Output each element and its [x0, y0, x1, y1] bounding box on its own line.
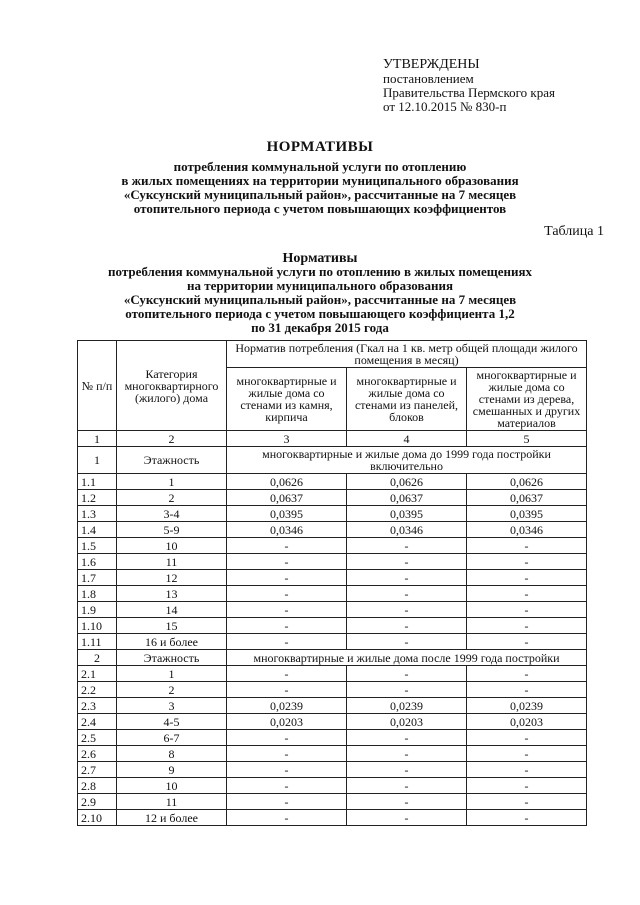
- value-wood: -: [467, 602, 587, 618]
- approval-line-1: УТВЕРЖДЕНЫ: [383, 57, 480, 72]
- value-stone: -: [227, 794, 347, 810]
- row-floors: 12 и более: [117, 810, 227, 826]
- value-panel: -: [347, 794, 467, 810]
- column-index: 2: [117, 431, 227, 447]
- value-wood: 0,0637: [467, 490, 587, 506]
- header-wood: многоквартирные и жилые дома со стенами из дерева, смешанных и других материалов: [467, 368, 587, 431]
- value-panel: -: [347, 778, 467, 794]
- value-panel: -: [347, 682, 467, 698]
- value-stone: -: [227, 570, 347, 586]
- row-floors: 8: [117, 746, 227, 762]
- value-panel: -: [347, 602, 467, 618]
- row-floors: 3: [117, 698, 227, 714]
- table-row: [78, 778, 587, 794]
- value-wood: -: [467, 794, 587, 810]
- header-num: № п/п: [78, 341, 117, 431]
- value-wood: -: [467, 730, 587, 746]
- section-row: [78, 650, 587, 666]
- value-stone: -: [227, 618, 347, 634]
- row-floors: 2: [117, 490, 227, 506]
- row-floors: 15: [117, 618, 227, 634]
- table-subtitle-line: «Суксунский муниципальный район», рассчитанные на 7 месяцев: [123, 292, 517, 307]
- table-row: [78, 570, 587, 586]
- table-row: [78, 538, 587, 554]
- norms-table: [77, 340, 587, 826]
- value-panel: -: [347, 554, 467, 570]
- row-floors: 14: [117, 602, 227, 618]
- row-number: 1.10: [78, 618, 117, 634]
- value-wood: -: [467, 778, 587, 794]
- column-index: 1: [78, 431, 117, 447]
- value-wood: -: [467, 554, 587, 570]
- row-number: 2.3: [78, 698, 117, 714]
- row-floors: 11: [117, 794, 227, 810]
- section-number: 1: [78, 447, 117, 474]
- value-wood: 0,0239: [467, 698, 587, 714]
- section-number: 2: [78, 650, 117, 666]
- value-wood: 0,0626: [467, 474, 587, 490]
- value-stone: -: [227, 746, 347, 762]
- value-panel: 0,0637: [347, 490, 467, 506]
- subtitle-line: потребления коммунальной услуги по отоплению: [173, 159, 467, 174]
- table-row: [78, 762, 587, 778]
- row-floors: 5-9: [117, 522, 227, 538]
- table-row: [78, 794, 587, 810]
- row-floors: 11: [117, 554, 227, 570]
- table-row: [78, 682, 587, 698]
- value-stone: -: [227, 810, 347, 826]
- row-floors: 10: [117, 538, 227, 554]
- row-floors: 1: [117, 666, 227, 682]
- approval-line-2: постановлением: [383, 71, 474, 86]
- value-wood: -: [467, 586, 587, 602]
- table-row: [78, 714, 587, 730]
- table-row: [78, 810, 587, 826]
- value-panel: 0,0395: [347, 506, 467, 522]
- row-floors: 16 и более: [117, 634, 227, 650]
- value-stone: -: [227, 586, 347, 602]
- value-panel: -: [347, 746, 467, 762]
- row-number: 2.1: [78, 666, 117, 682]
- row-floors: 13: [117, 586, 227, 602]
- row-floors: 2: [117, 682, 227, 698]
- table-row: [78, 602, 587, 618]
- row-floors: 4-5: [117, 714, 227, 730]
- row-number: 1.6: [78, 554, 117, 570]
- table-row: [78, 666, 587, 682]
- value-panel: 0,0346: [347, 522, 467, 538]
- value-wood: 0,0203: [467, 714, 587, 730]
- value-panel: 0,0239: [347, 698, 467, 714]
- value-stone: -: [227, 538, 347, 554]
- value-wood: -: [467, 746, 587, 762]
- value-stone: -: [227, 634, 347, 650]
- section-description: многоквартирные и жилые дома после 1999 года постройки: [227, 650, 587, 666]
- table-row: [78, 586, 587, 602]
- value-panel: -: [347, 538, 467, 554]
- section-description: многоквартирные и жилые дома до 1999 года постройки включительно: [227, 447, 587, 474]
- value-wood: -: [467, 666, 587, 682]
- approval-line-3: Правительства Пермского края: [383, 85, 555, 100]
- value-stone: 0,0239: [227, 698, 347, 714]
- row-number: 1.7: [78, 570, 117, 586]
- value-stone: -: [227, 682, 347, 698]
- table-row: [78, 730, 587, 746]
- subtitle-line: отопительного периода с учетом повышающих коэффициентов: [133, 201, 507, 216]
- value-panel: 0,0626: [347, 474, 467, 490]
- row-number: 2.9: [78, 794, 117, 810]
- row-number: 1.11: [78, 634, 117, 650]
- value-wood: -: [467, 634, 587, 650]
- value-panel: 0,0203: [347, 714, 467, 730]
- value-stone: 0,0395: [227, 506, 347, 522]
- value-stone: -: [227, 602, 347, 618]
- header-stone: многоквартирные и жилые дома со стенами из камня, кирпича: [227, 368, 347, 431]
- row-number: 1.1: [78, 474, 117, 490]
- value-panel: -: [347, 618, 467, 634]
- table-row: [78, 554, 587, 570]
- document-title: НОРМАТИВЫ: [266, 139, 374, 155]
- table-label: Таблица 1: [544, 224, 604, 239]
- value-panel: -: [347, 570, 467, 586]
- value-wood: -: [467, 682, 587, 698]
- row-floors: 12: [117, 570, 227, 586]
- value-panel: -: [347, 810, 467, 826]
- value-stone: -: [227, 778, 347, 794]
- table-title: Нормативы: [282, 251, 358, 266]
- row-number: 1.2: [78, 490, 117, 506]
- value-stone: 0,0637: [227, 490, 347, 506]
- header-panel: многоквартирные и жилые дома со стенами из панелей, блоков: [347, 368, 467, 431]
- value-wood: -: [467, 762, 587, 778]
- row-number: 2.6: [78, 746, 117, 762]
- table-subtitle-line: по 31 декабря 2015 года: [251, 320, 389, 335]
- row-number: 1.9: [78, 602, 117, 618]
- value-stone: -: [227, 730, 347, 746]
- value-panel: -: [347, 730, 467, 746]
- value-panel: -: [347, 586, 467, 602]
- value-stone: 0,0203: [227, 714, 347, 730]
- column-index: 4: [347, 431, 467, 447]
- section-label: Этажность: [117, 447, 227, 474]
- header-category: Категория многоквартирного (жилого) дома: [117, 341, 227, 431]
- table-row: [78, 522, 587, 538]
- table-row: [78, 618, 587, 634]
- table-row: [78, 698, 587, 714]
- approval-line-4: от 12.10.2015 № 830-п: [383, 99, 507, 114]
- value-wood: 0,0346: [467, 522, 587, 538]
- row-number: 2.5: [78, 730, 117, 746]
- row-floors: 6-7: [117, 730, 227, 746]
- header-norm: Норматив потребления (Гкал на 1 кв. метр общей площади жилого помещения в месяц): [227, 341, 587, 368]
- table-row: [78, 634, 587, 650]
- value-wood: -: [467, 538, 587, 554]
- value-stone: -: [227, 762, 347, 778]
- column-index: 5: [467, 431, 587, 447]
- value-wood: -: [467, 618, 587, 634]
- row-number: 2.7: [78, 762, 117, 778]
- table-row: [78, 474, 587, 490]
- row-number: 2.2: [78, 682, 117, 698]
- approval-block: [383, 58, 555, 114]
- value-stone: 0,0626: [227, 474, 347, 490]
- table-subtitle: [0, 265, 640, 335]
- section-row: [78, 447, 587, 474]
- table-row: [78, 506, 587, 522]
- row-number: 2.10: [78, 810, 117, 826]
- row-number: 1.4: [78, 522, 117, 538]
- value-stone: -: [227, 554, 347, 570]
- value-stone: 0,0346: [227, 522, 347, 538]
- document-subtitle: [0, 160, 640, 216]
- value-panel: -: [347, 634, 467, 650]
- table-row: [78, 746, 587, 762]
- row-floors: 3-4: [117, 506, 227, 522]
- row-number: 1.5: [78, 538, 117, 554]
- row-number: 2.8: [78, 778, 117, 794]
- subtitle-line: в жилых помещениях на территории муниципального образования: [121, 173, 519, 188]
- section-label: Этажность: [117, 650, 227, 666]
- row-number: 2.4: [78, 714, 117, 730]
- value-wood: -: [467, 570, 587, 586]
- row-floors: 9: [117, 762, 227, 778]
- table-subtitle-line: на территории муниципального образования: [186, 278, 454, 293]
- column-index: 3: [227, 431, 347, 447]
- table-subtitle-line: отопительного периода с учетом повышающего коэффициента 1,2: [125, 306, 515, 321]
- row-floors: 1: [117, 474, 227, 490]
- value-panel: -: [347, 666, 467, 682]
- row-floors: 10: [117, 778, 227, 794]
- row-number: 1.8: [78, 586, 117, 602]
- value-wood: -: [467, 810, 587, 826]
- value-panel: -: [347, 762, 467, 778]
- table-row: [78, 490, 587, 506]
- value-stone: -: [227, 666, 347, 682]
- subtitle-line: «Суксунский муниципальный район», рассчитанные на 7 месяцев: [123, 187, 517, 202]
- table-subtitle-line: потребления коммунальной услуги по отоплению в жилых помещениях: [108, 264, 532, 279]
- row-number: 1.3: [78, 506, 117, 522]
- value-wood: 0,0395: [467, 506, 587, 522]
